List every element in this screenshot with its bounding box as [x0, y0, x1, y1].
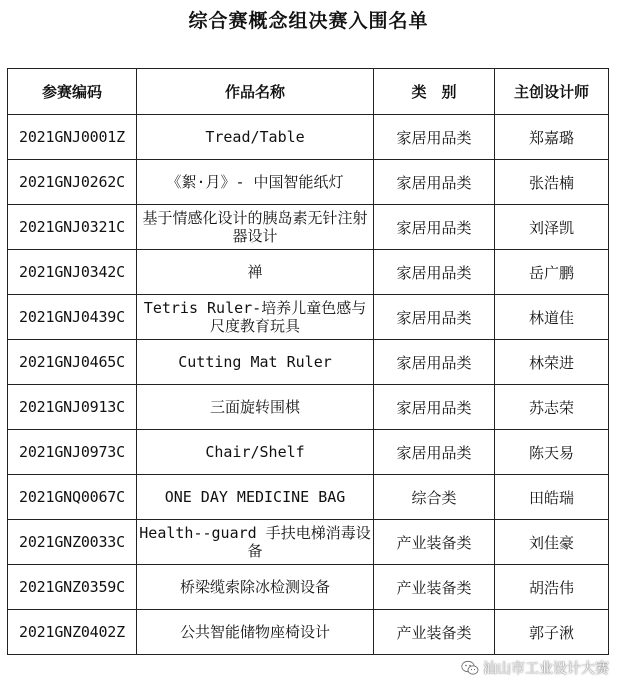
table-row	[8, 430, 609, 475]
entry-designer: 郑嘉璐	[495, 115, 609, 160]
table-row	[8, 160, 609, 205]
entry-code: 2021GNJ0439C	[8, 295, 137, 340]
entry-code: 2021GNJ0001Z	[8, 115, 137, 160]
entry-name: Health--guard 手扶电梯消毒设备	[137, 520, 374, 565]
entry-code: 2021GNQ0067C	[8, 475, 137, 520]
entry-name: 桥梁缆索除冰检测设备	[137, 565, 374, 610]
entry-designer: 田皓瑞	[495, 475, 609, 520]
entry-code: 2021GNZ0402Z	[8, 610, 137, 655]
entry-category: 家居用品类	[374, 385, 495, 430]
entry-category: 家居用品类	[374, 250, 495, 295]
header-category: 类 别	[374, 69, 495, 115]
entry-code: 2021GNJ0262C	[8, 160, 137, 205]
entry-designer: 张浩楠	[495, 160, 609, 205]
entry-category: 家居用品类	[374, 160, 495, 205]
entry-designer: 林道佳	[495, 295, 609, 340]
header-designer: 主创设计师	[495, 69, 609, 115]
header-code: 参赛编码	[8, 69, 137, 115]
entry-name: Tetris Ruler-培养儿童色感与尺度教育玩具	[137, 295, 374, 340]
entry-category: 家居用品类	[374, 295, 495, 340]
entry-designer: 胡浩伟	[495, 565, 609, 610]
table-row	[8, 610, 609, 655]
page-title: 综合赛概念组决赛入围名单	[188, 10, 429, 32]
entry-designer: 林荣进	[495, 340, 609, 385]
entry-designer: 刘佳豪	[495, 520, 609, 565]
header-name: 作品名称	[137, 69, 374, 115]
entry-name: 公共智能储物座椅设计	[137, 610, 374, 655]
entry-code: 2021GNJ0913C	[8, 385, 137, 430]
entry-name: ONE DAY MEDICINE BAG	[137, 475, 374, 520]
entry-name: 《絮·月》- 中国智能纸灯	[137, 160, 374, 205]
table-row	[8, 520, 609, 565]
table-header-row	[8, 69, 609, 115]
watermark-text: 汕山市工业设计大赛	[483, 661, 609, 677]
entry-category: 产业装备类	[374, 565, 495, 610]
table-row	[8, 295, 609, 340]
entry-name: Tread/Table	[137, 115, 374, 160]
entry-name: 基于情感化设计的胰岛素无针注射器设计	[137, 205, 374, 250]
table-row	[8, 475, 609, 520]
entry-code: 2021GNJ0465C	[8, 340, 137, 385]
entry-designer: 苏志荣	[495, 385, 609, 430]
finalist-table	[7, 68, 609, 655]
table-row	[8, 250, 609, 295]
entry-designer: 刘泽凯	[495, 205, 609, 250]
entry-designer: 陈天易	[495, 430, 609, 475]
entry-category: 产业装备类	[374, 520, 495, 565]
entry-designer: 郭子湫	[495, 610, 609, 655]
entry-category: 家居用品类	[374, 115, 495, 160]
entry-code: 2021GNZ0359C	[8, 565, 137, 610]
entry-designer: 岳广鹏	[495, 250, 609, 295]
entry-code: 2021GNJ0321C	[8, 205, 137, 250]
table-row	[8, 205, 609, 250]
watermark	[461, 658, 609, 678]
entry-category: 家居用品类	[374, 340, 495, 385]
table-row	[8, 565, 609, 610]
entry-category: 综合类	[374, 475, 495, 520]
wechat-icon	[461, 660, 479, 676]
table-row	[8, 340, 609, 385]
entry-category: 产业装备类	[374, 610, 495, 655]
entry-name: Cutting Mat Ruler	[137, 340, 374, 385]
entry-category: 家居用品类	[374, 430, 495, 475]
entry-code: 2021GNJ0973C	[8, 430, 137, 475]
table-row	[8, 385, 609, 430]
entry-code: 2021GNJ0342C	[8, 250, 137, 295]
entry-name: 禅	[137, 250, 374, 295]
entry-category: 家居用品类	[374, 205, 495, 250]
table-body	[8, 115, 609, 655]
entry-code: 2021GNZ0033C	[8, 520, 137, 565]
table-row	[8, 115, 609, 160]
entry-name: Chair/Shelf	[137, 430, 374, 475]
entry-name: 三面旋转围棋	[137, 385, 374, 430]
